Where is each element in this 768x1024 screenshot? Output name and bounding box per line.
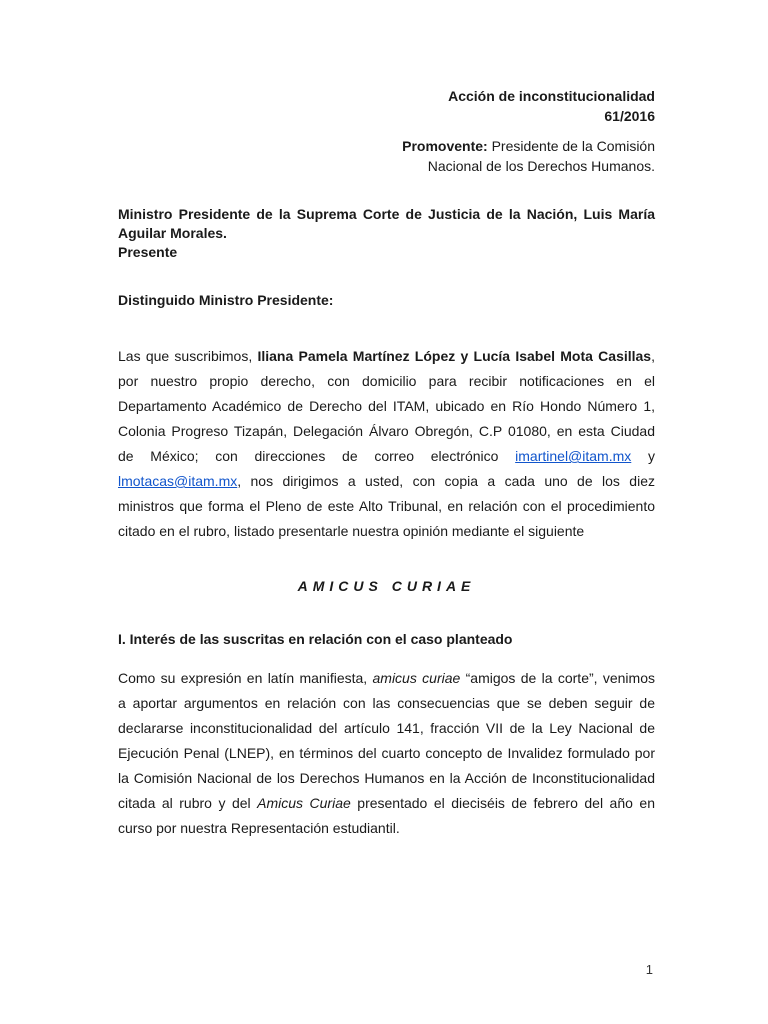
promovente-value-1: Presidente de la Comisión [487,138,655,154]
section-line-4: Ejecución Penal (LNEP), en términos del cuarto concepto de Invalidez formulado por [118,745,655,761]
section-line-1 [118,666,655,691]
case-title: Acción de inconstitucionalidad [448,88,655,104]
promovente-block [402,136,655,176]
section-italic: Amicus Curiae [257,795,351,811]
section-line-2: a aportar argumentos en relación con las consecuencias que se deben seguir de [118,695,655,711]
intro-text: , nos dirigimos a usted, con copia a cada uno de los diez [237,473,655,489]
addressee-line-3: Presente [118,244,178,260]
section-italic: amicus curiae [372,670,461,686]
intro-line-3: Departamento Académico de Derecho del ITAM, ubicado en Río Hondo Número 1, [118,398,655,414]
signatory-names: Iliana Pamela Martínez López y Lucía Isabel Mota Casillas [257,348,652,364]
intro-paragraph [118,344,655,544]
amicus-title: AMICUS CURIAE [297,578,476,594]
promovente-value-2: Nacional de los Derechos Humanos. [427,158,655,174]
addressee-line-2: Aguilar Morales. [118,225,227,241]
section-text: citada al rubro y del [118,795,258,811]
section-line-3: declararse inconstitucionalidad del artículo 141, fracción VII de la Ley Nacional de [118,720,655,736]
section-heading: I. Interés de las suscritas en relación con el caso planteado [118,631,513,647]
section-text: presentado el dieciséis de febrero del año en [350,795,655,811]
intro-text: de México; con direcciones de correo electrónico [118,448,516,464]
intro-line-4: Colonia Progreso Tizapán, Delegación Álvaro Obregón, C.P 01080, en esta Ciudad [118,423,655,439]
section-text: “amigos de la corte”, venimos [460,670,655,686]
intro-line-7: ministros que forma el Pleno de este Alto Tribunal, en relación con el procedimiento [118,498,655,514]
section-line-5: la Comisión Nacional de los Derechos Humanos en la Acción de Inconstitucionalidad [118,770,655,786]
intro-line-5 [118,444,655,469]
intro-line-1 [118,344,655,369]
salutation: Distinguido Ministro Presidente: [118,292,334,308]
intro-text: , [651,348,655,364]
intro-text: Las que suscribimos, [118,348,258,364]
email-link-2[interactable]: lmotacas@itam.mx [118,473,238,489]
case-number: 61/2016 [604,108,655,124]
section-line-6 [118,791,655,816]
email-link-1[interactable]: imartinel@itam.mx [515,448,632,464]
addressee-block [118,205,655,262]
section-text: Como su expresión en latín manifiesta, [118,670,373,686]
intro-line-2: por nuestro propio derecho, con domicilio para recibir notificaciones en el [118,373,655,389]
intro-line-8: citado en el rubro, listado presentarle nuestra opinión mediante el siguiente [118,523,585,539]
case-reference [448,86,655,126]
intro-text: y [631,448,655,464]
intro-line-6 [118,469,655,494]
page-number: 1 [645,962,653,977]
section-line-7: curso por nuestra Representación estudiantil. [118,820,400,836]
promovente-label: Promovente: [402,138,488,154]
addressee-line-1: Ministro Presidente de la Suprema Corte de Justicia de la Nación, Luis María [118,206,655,222]
section-paragraph [118,666,655,841]
